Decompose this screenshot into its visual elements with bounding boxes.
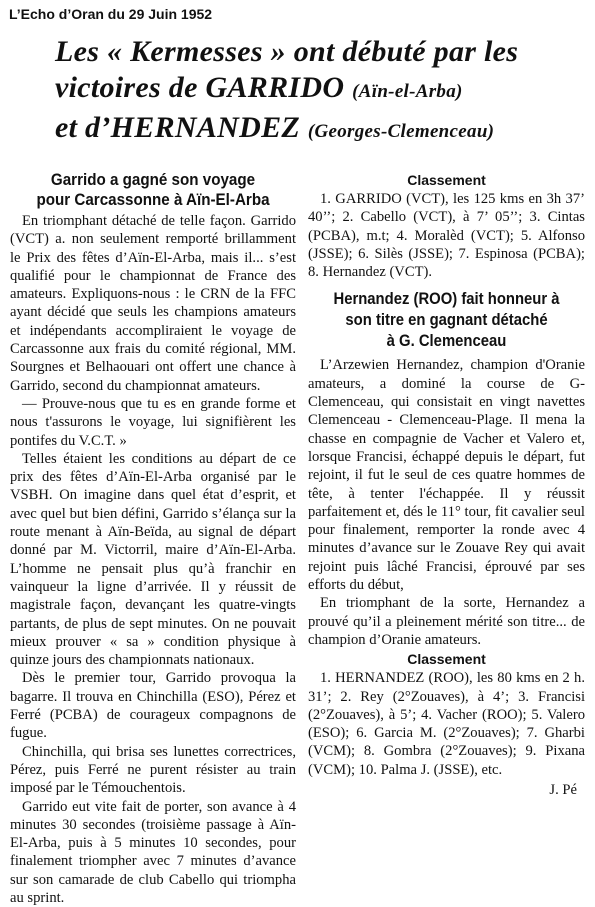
headline-line-2 <box>55 70 575 110</box>
article-1-paragraph-2: — Prouve-nous que tu es en grande forme et nous t'assurons le voyage, lui signifièrent les pontifes du V.C.T. » <box>10 395 296 450</box>
article-1-paragraph-4: Dès le premier tour, Garrido provoqua la bagarre. Il trouva en Chinchilla (ESO), Pérez et Ferré (PCBA) de courageux compagnons de fugue. <box>10 669 296 742</box>
article-2-column <box>308 170 585 799</box>
article-1-paragraph-5: Chinchilla, qui brisa ses lunettes correctrices, Pérez, puis Ferré ne purent résister au train imposé par le Témouchentois. <box>10 743 296 798</box>
headline-line-3-main: et d’HERNANDEZ <box>55 111 300 144</box>
headline-line-3 <box>55 110 575 150</box>
article-1-title <box>21 170 284 210</box>
article-2-title-line-2: son titre en gagnant détaché <box>322 310 571 331</box>
newspaper-source: L’Echo d’Oran du 29 Juin 1952 <box>9 6 212 22</box>
article-2-results: 1. HERNANDEZ (ROO), les 80 kms en 2 h. 31’; 2. Rey (2°Zouaves), à 4’; 3. Francisi (2°Zouaves), à 5’; 4. Vacher (ROO); 5. Valero (ESO); 6. Garcia M. (2°Zouaves); 7. Gharbi (VCM); 8. Gombra (2°Zouaves); 9. Pixana (VCM); 10. Palma J. (JSSE), etc. <box>308 669 585 779</box>
headline-line-3-sub: (Georges-Clemenceau) <box>308 121 494 142</box>
article-1-title-line-2: pour Carcassonne à Aïn-El-Arba <box>21 190 284 210</box>
article-1-results: 1. GARRIDO (VCT), les 125 kms en 3h 37’ 40’’; 2. Cabello (VCT), à 7’ 05’’; 3. Cintas (PCBA), m.t; 4. Moralèd (VCT); 5. Alfonso (JSSE); 6. Silès (JSSE); 7. Espinosa (PCBA); 8. Hernandez (VCT). <box>308 190 585 281</box>
article-1-paragraph-3: Telles étaient les conditions au départ de ce prix des fêtes d’Aïn-El-Arba organisé par le VSBH. On imagine dans quel état d’esprit, et avec quel but bien défini, Garrido s’élança sur la route menant à Aïn-Beïda, au signal de départ donné par M. Victorril, maire d’Aïn-El-Arba. L’homme ne pensait plus qu’à franchir en vainqueur la ligne d’arrivée. Il y réussit de magistrale façon, devançant les quatre-vingts partants, de plus de sept minutes. On ne pouvait mieux prouver « sa » condition physique à quinze jours des championnats nationaux. <box>10 450 296 670</box>
article-2-paragraph-2: En triomphant de la sorte, Hernandez a prouvé qu’il a pleinement mérité son titre... de champion d’Oranie amateurs. <box>308 594 585 649</box>
article-2-classement-label: Classement <box>308 650 585 668</box>
article-2-title-line-1: Hernandez (ROO) fait honneur à <box>322 289 571 310</box>
article-1-title-line-1: Garrido a gagné son voyage <box>21 170 284 190</box>
article-1-column <box>10 170 296 907</box>
headline-line-2-sub: (Aïn-el-Arba) <box>352 81 463 102</box>
main-headline <box>55 34 575 150</box>
headline-line-1: Les « Kermesses » ont débuté par les <box>55 34 575 70</box>
article-2-signature: J. Pé <box>308 781 585 799</box>
article-1-classement-label: Classement <box>308 171 585 189</box>
headline-line-2-main: victoires de GARRIDO <box>55 71 344 104</box>
article-2-title-line-3: à G. Clemenceau <box>322 331 571 352</box>
article-1-paragraph-1: En triomphant détaché de telle façon. Garrido (VCT) a. non seulement remporté brillamment le Prix des fêtes d’Aïn-El-Arba, mais il... s’est qualifié pour le championnat de France des amateurs. Expliquons-nous : le CRN de la FFC ayant décidé que seuls les champions amateurs et indépendants accompliraient le voyage de Carcassonne aux frais du comité régional, MM. Sourgnes et Belhaouari ont offert une chance à Garrido, second du championnat amateurs. <box>10 212 296 395</box>
article-1-paragraph-6: Garrido eut vite fait de porter, son avance à 4 minutes 30 secondes (troisième passage à Aïn-El-Arba, puis à 5 minutes 10 secondes, pour finalement triompher avec 7 minutes d’avance sur son camarade de club Cabello qui triompha au sprint. <box>10 798 296 907</box>
article-2-title <box>322 289 571 352</box>
article-2-paragraph-1: L’Arzewien Hernandez, champion d'Oranie amateurs, a dominé la course de G-Clemenceau, qui consistait en vingt navettes Clemenceau - Clemenceau-Plage. Il mena la chasse en compagnie de Vacher et Valero et, lorsque Francisi, échappé depuis le départ, fut rejoint, il fut le seul de ces quatre hommes de tête, à tenter l'échappée. Il y réussit parfaitement et, dés le 11° tour, fit cavalier seul pour finalement, remporter la ronde avec 4 minutes d’avance sur le Zouave Rey qui avait rejoint puis lâché Francisi, éprouvé par ses efforts du début, <box>308 356 585 594</box>
